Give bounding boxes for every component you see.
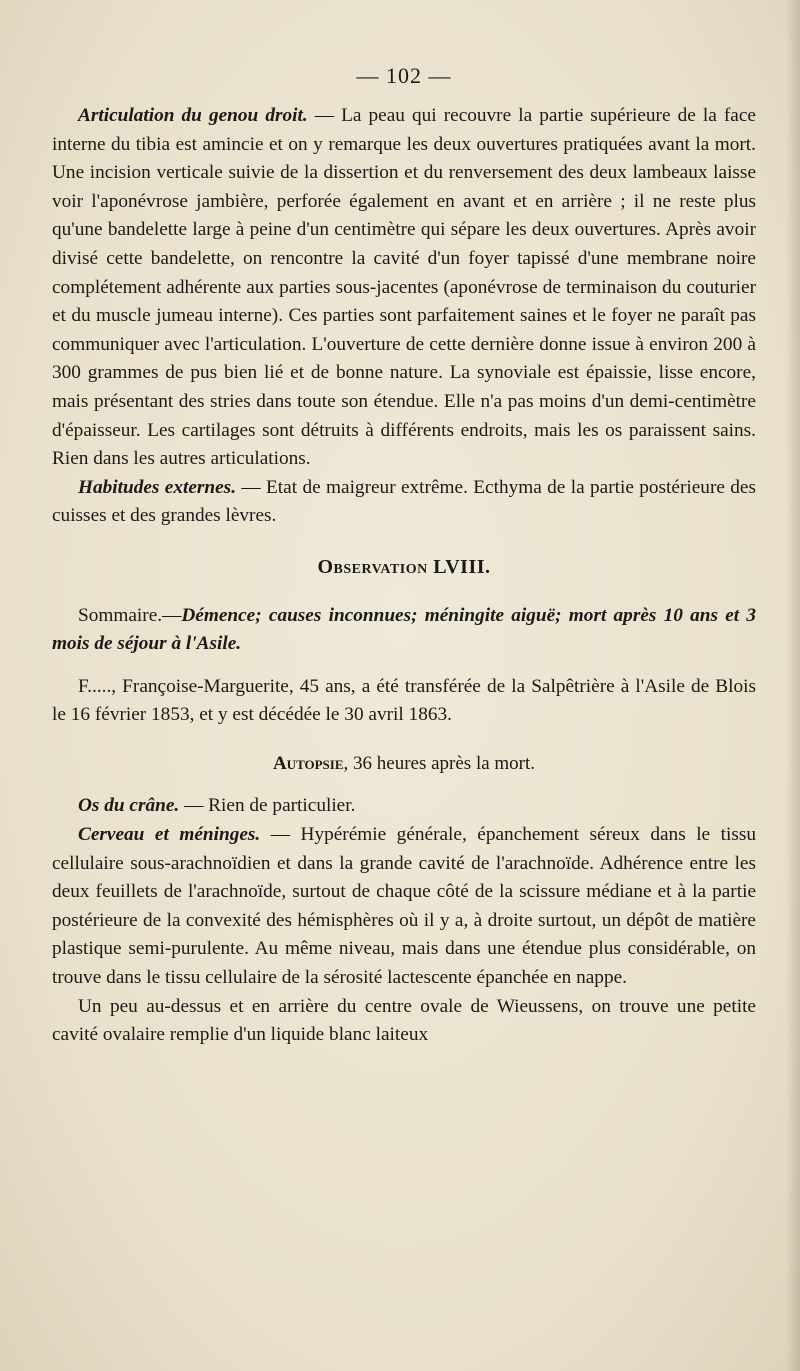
- page-number: — 102 —: [356, 63, 452, 88]
- sommaire-label: Sommaire.—: [78, 604, 182, 626]
- autopsie-text: , 36 heures après la mort.: [343, 752, 536, 774]
- os-label: Os du crâne.: [78, 795, 180, 817]
- autopsie-heading: [52, 750, 756, 779]
- observation-heading: Observation LVIII.: [317, 555, 491, 578]
- articulation-text: — La peau qui recouvre la partie supérieure de la face interne du tibia est amincie et on y remarque les deux ouvertures pratiquées avant la mort. Une incision verticale suivie de la dissertion et du renversement des deux lambeaux laisse voir l'aponévrose jambière, perforée également en avant et en arrière ; il ne reste plus qu'une bandelette large à peine d'un centimètre qui sépare les deux ouvertures. Après avoir divisé cette bandelette, on rencontre la cavité d'un foyer tapissé d'une membrane noire complétement adhérente aux parties sous-jacentes (aponévrose de terminaison du couturier et du muscle jumeau interne). Ces parties sont parfaitement saines et le foyer ne paraît pas communiquer avec l'articulation. L'ouverture de cette dernière donne issue à environ 200 à 300 grammes de pus bien lié et de bonne nature. La synoviale est épaissie, lisse encore, mais présentant des stries dans toute son étendue. Elle n'a pas moins d'un demi-centimètre d'épaisseur. Les cartilages sont détruits à différents endroits, mais les os paraissent sains. Rien dans les autres articulations.: [52, 105, 756, 470]
- autopsie-label: Autopsie: [272, 752, 344, 774]
- habitudes-label: Habitudes externes.: [78, 476, 237, 498]
- sommaire-text: Démence; causes inconnues; méningite aiguë; mort après 10 ans et 3 mois de séjour à l'Asile.: [52, 604, 756, 655]
- paragraph-os-du-crane: [52, 792, 756, 821]
- paragraph-final: Un peu au-dessus et en arrière du centre ovale de Wieussens, on trouve une petite cavité ovalaire remplie d'un liquide blanc laiteux: [52, 995, 756, 1046]
- os-text: — Rien de particulier.: [179, 795, 356, 817]
- cerveau-label: Cerveau et méninges.: [78, 824, 261, 846]
- patient-entry: F....., Françoise-Marguerite, 45 ans, a été transférée de la Salpêtrière à l'Asile de Blois le 16 février 1853, et y est décédée le 30 avril 1863.: [52, 675, 756, 726]
- paragraph-articulation: [52, 102, 756, 474]
- sommaire-paragraph: [52, 602, 756, 659]
- articulation-label: Articulation du genou droit.: [78, 105, 308, 126]
- cerveau-text: — Hypérémie générale, épanchement séreux dans le tissu cellulaire sous-arachnoïdien et dans la grande cavité de l'arachnoïde. Adhérence entre les deux feuillets de l'arachnoïde, surtout de chaque côté de la scissure médiane et à la partie postérieure de la convexité des hémisphères où il y a, à droite surtout, un dépôt de matière plastique semi-purulente. Au même niveau, mais dans une étendue plus considérable, on trouve dans le tissu cellulaire de la sérosité lactescente épanchée en nappe.: [52, 824, 756, 989]
- paragraph-cerveau: [52, 821, 756, 993]
- page-edge-shadow: [786, 0, 800, 1371]
- document-body: [52, 62, 756, 1050]
- paragraph-habitudes: [52, 474, 756, 531]
- habitudes-text: — Etat de maigreur extrême. Ecthyma de la partie postérieure des cuisses et des grandes lèvres.: [52, 476, 756, 527]
